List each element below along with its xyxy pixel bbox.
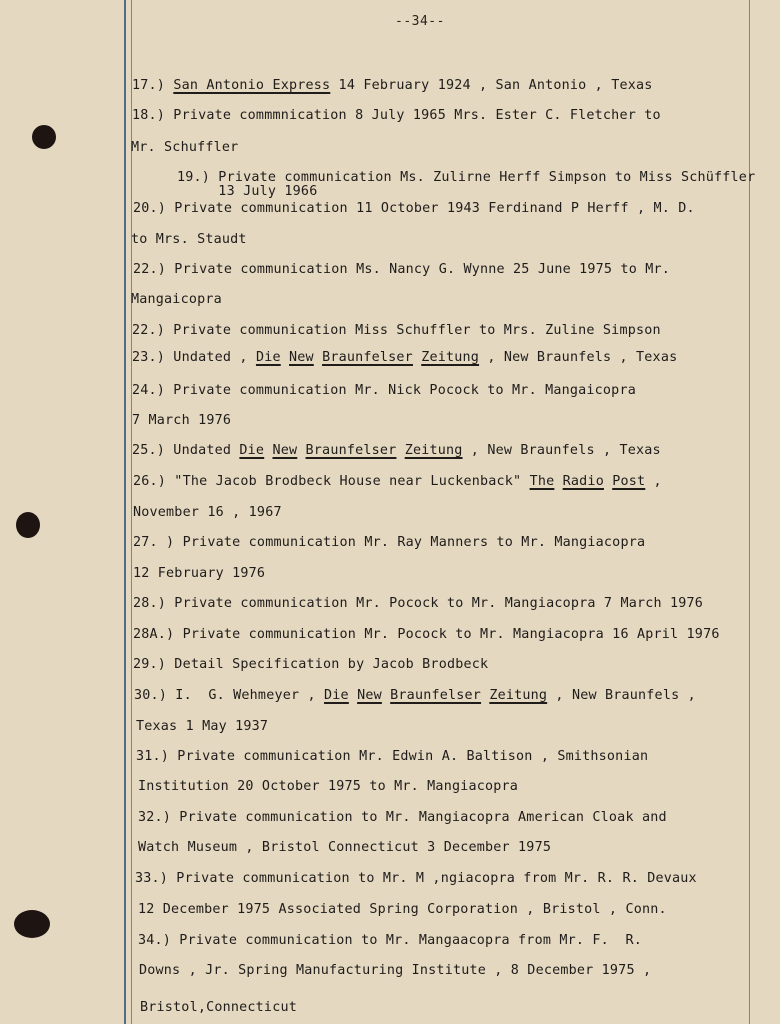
text-run: , New Braunfels , Texas [479,350,678,365]
reference-line [136,719,268,734]
text-run: Institution 20 October 1975 to Mr. Mangiacopra [138,779,519,794]
underlined-title: Zeitung [404,443,463,458]
right-margin-line [749,0,750,1024]
text-run [314,350,322,365]
underlined-title: The [529,474,555,489]
text-run: November 16 , 1967 [133,505,282,520]
text-run: 20.) Private communication 11 October 1943 Ferdinand P Herff , M. D. [133,201,695,216]
text-run: 26.) "The Jacob Brodbeck House near Luckenback" [133,474,530,489]
reference-line [133,201,695,216]
reference-line [132,108,661,123]
underlined-title: Radio [562,474,604,489]
text-run: 23.) Undated , [132,350,256,365]
text-run: 18.) Private commmnication 8 July 1965 Mrs. Ester C. Fletcher to [132,108,661,123]
text-run: Bristol,Connecticut [140,1000,297,1015]
underlined-title: Zeitung [421,350,480,365]
text-run: 13 July 1966 [177,184,318,199]
underlined-title: New [357,688,382,703]
text-run [297,443,305,458]
reference-line [132,383,636,398]
text-run: Downs , Jr. Spring Manufacturing Institute , 8 December 1975 , [139,963,652,978]
reference-line [133,262,670,277]
text-run [554,474,562,489]
text-run: Mr. Schuffler [131,140,239,155]
reference-line [131,232,247,247]
text-run [382,688,390,703]
text-run: 28.) Private communication Mr. Pocock to Mr. Mangiacopra 7 March 1976 [133,596,704,611]
reference-line [138,840,551,855]
text-run: 7 March 1976 [132,413,232,428]
text-run: Watch Museum , Bristol Connecticut 3 December 1975 [138,840,552,855]
text-run: , New Braunfels , [547,688,696,703]
reference-line [131,292,222,307]
text-run: 28A.) Private communication Mr. Pocock to Mr. Mangiacopra 16 April 1976 [133,627,720,642]
text-run: , [645,474,662,489]
underlined-title: Die [255,350,281,365]
reference-line [135,871,697,886]
reference-line [133,627,720,642]
reference-line [140,1000,297,1015]
reference-line [132,323,661,338]
text-run: 32.) Private communication to Mr. Mangiacopra American Cloak and [138,810,667,825]
reference-line [132,413,231,428]
reference-line [133,566,265,581]
text-run: 17.) [132,78,174,93]
text-run: 33.) Private communication to Mr. M ,ngiacopra from Mr. R. R. Devaux [135,871,697,886]
text-run [349,688,357,703]
binder-hole-middle [16,512,40,538]
reference-line [133,505,282,520]
underlined-title: Post [612,474,646,489]
text-run: 19.) Private communication Ms. Zulirne Herff Simpson to Miss Schüffler [177,170,756,185]
reference-line [133,657,488,672]
reference-line [132,78,653,93]
reference-line [138,810,667,825]
text-run: 14 February 1924 , San Antonio , Texas [330,78,653,93]
text-run [413,350,421,365]
underlined-title: Die [324,688,349,703]
text-run: Mangaicopra [131,292,222,307]
text-run: 27. ) Private communication Mr. Ray Manners to Mr. Mangiacopra [133,535,646,550]
text-run: to Mrs. Staudt [131,232,247,247]
binder-hole-bottom [14,910,50,938]
reference-line [139,963,651,978]
reference-line [132,443,661,458]
reference-line [136,749,648,764]
text-run: 30.) I. G. Wehmeyer , [134,688,325,703]
text-run [281,350,289,365]
text-run: 25.) Undated [132,443,240,458]
text-run: 24.) Private communication Mr. Nick Pocock to Mr. Mangaicopra [132,383,636,398]
text-run: , New Braunfels , Texas [462,443,661,458]
left-margin-line [124,0,126,1024]
underlined-title: Zeitung [489,688,548,703]
page-number: --34-- [395,14,445,29]
reference-line [133,535,645,550]
underlined-title: Braunfelser [390,688,482,703]
underlined-title: Braunfelser [322,350,413,365]
text-run: 22.) Private communication Ms. Nancy G. Wynne 25 June 1975 to Mr. [133,262,671,277]
text-run: Texas 1 May 1937 [136,719,269,734]
underlined-title: Braunfelser [305,443,397,458]
underlined-title: San Antonio Express [173,78,331,93]
text-run: 29.) Detail Specification by Jacob Brodbeck [133,657,489,672]
reference-line [138,779,518,794]
text-run [604,474,612,489]
text-run: 22.) Private communication Miss Schuffler to Mrs. Zuline Simpson [132,323,661,338]
reference-line [177,170,755,185]
reference-line [133,596,703,611]
text-run: 12 February 1976 [133,566,266,581]
reference-line [131,140,238,155]
underlined-title: New [289,350,314,365]
reference-line [138,933,642,948]
text-run: 31.) Private communication Mr. Edwin A. Baltison , Smithsonian [136,749,649,764]
text-run [396,443,404,458]
binder-hole-top [32,125,56,149]
underlined-title: Die [239,443,265,458]
reference-line [177,184,317,199]
reference-line [133,474,662,489]
reference-line [132,350,677,365]
reference-line [138,902,667,917]
text-run: 12 December 1975 Associated Spring Corporation , Bristol , Conn. [138,902,667,917]
reference-line [134,688,696,703]
underlined-title: New [272,443,298,458]
text-run: 34.) Private communication to Mr. Mangaacopra from Mr. F. R. [138,933,642,948]
